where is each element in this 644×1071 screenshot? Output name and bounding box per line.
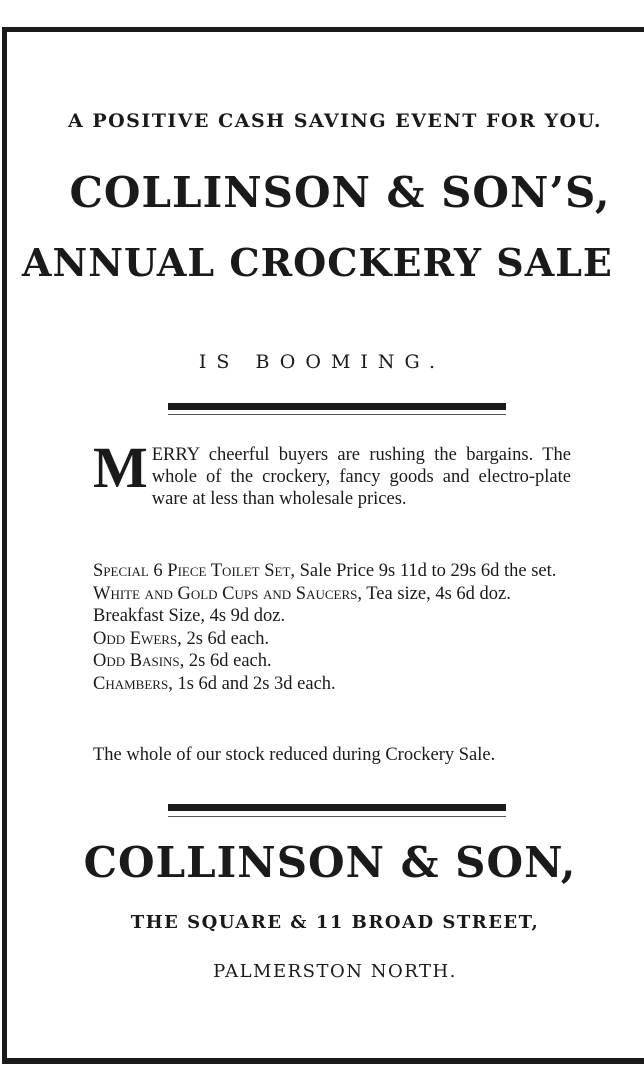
- drop-cap: M: [93, 435, 148, 500]
- divider-hairline-bottom: [168, 816, 506, 817]
- address-line: THE SQUARE & 11 BROAD STREET,: [130, 912, 540, 933]
- town-line: PALMERSTON NORTH.: [213, 961, 457, 982]
- item-detail: 1s 6d and 2s 3d each.: [172, 673, 336, 694]
- list-item: [93, 628, 579, 651]
- intro-text: ERRY cheerful buyers are rushing the bargains. The whole of the crockery, fancy goods and electro-plate ware at less than wholesale prices.: [151, 445, 571, 509]
- divider-hairline-top: [168, 414, 506, 415]
- item-name: Odd Ewers,: [93, 628, 182, 649]
- item-list: [93, 560, 579, 695]
- list-item: [93, 583, 579, 628]
- divider-rule-bottom: [168, 804, 506, 811]
- list-item: [93, 560, 579, 583]
- tagline: A POSITIVE CASH SAVING EVENT FOR YOU.: [67, 110, 603, 132]
- item-name: Chambers,: [93, 673, 173, 694]
- list-item: [93, 650, 579, 673]
- firm-name-heading: COLLINSON & SON’S,: [69, 168, 611, 217]
- closing-paragraph: The whole of our stock reduced during Crockery Sale.: [93, 745, 496, 765]
- booming-subheading: IS BOOMING.: [198, 351, 446, 373]
- item-name: Special 6 Piece Toilet Set,: [93, 561, 296, 581]
- border-bottom: [2, 1058, 644, 1064]
- item-name: White and Gold Cups and Saucers,: [93, 583, 362, 604]
- sale-headline: ANNUAL CROCKERY SALE: [22, 240, 613, 285]
- item-detail: 2s 6d each.: [181, 628, 270, 649]
- item-detail: 2s 6d each.: [184, 651, 272, 671]
- list-item: [93, 673, 579, 696]
- item-name: Odd Basins,: [93, 651, 185, 671]
- intro-paragraph: [93, 435, 571, 510]
- divider-rule-top: [168, 403, 506, 410]
- border-top: [2, 27, 644, 32]
- item-detail: Tea size, 4s 6d doz. Breakfast Size, 4s 9d doz.: [93, 583, 511, 626]
- firm-name-footer: COLLINSON & SON,: [83, 838, 577, 887]
- item-detail: Sale Price 9s 11d to 29s 6d the set.: [295, 561, 557, 581]
